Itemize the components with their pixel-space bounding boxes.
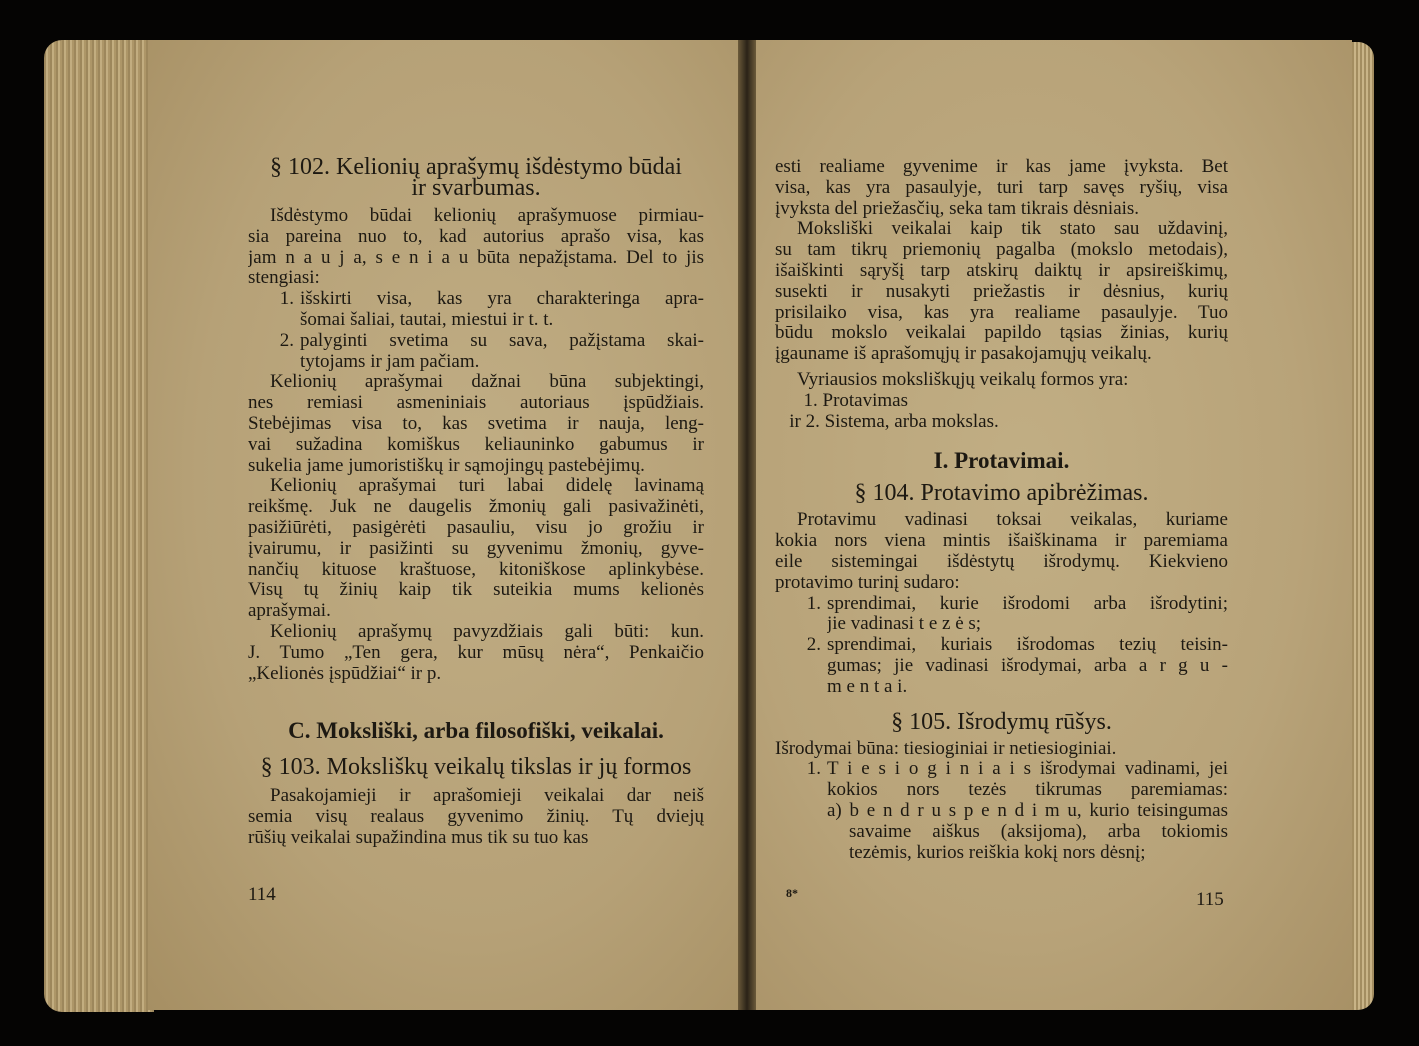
section-heading: I. Protavimai.	[933, 448, 1070, 474]
text-line: Kelionių aprašymų pavyzdžiais gali būti: kun.	[270, 621, 704, 642]
section-heading: § 102. Kelionių aprašymų išdėstymo būdai	[270, 154, 682, 180]
block-h104	[775, 480, 1228, 507]
text-line: su tam tikrų priemonių pagalba (mokslo metodais),	[775, 240, 1228, 261]
signature-mark: 8*	[786, 886, 798, 900]
text-line: susekti ir nusakyti priežastis ir dėsnius, kurių	[775, 281, 1228, 302]
text-line: Moksliški veikalai kaip tik stato sau uždavinį,	[797, 219, 1228, 240]
text-line: eile sistemingai išdėstytų išrodymų. Kiekvieno	[775, 551, 1228, 572]
list-item	[797, 594, 1228, 636]
text-line: nančių kituose kraštuose, kitoniškose aplinkybėse.	[248, 559, 704, 580]
block-h105	[775, 708, 1228, 735]
block-p4	[248, 622, 704, 684]
list-item-text	[827, 635, 1228, 697]
section-heading: § 103. Moksliškų veikalų tikslas ir jų formos	[260, 754, 692, 781]
block-hC	[248, 718, 704, 744]
text-line: Išdėstymo būdai kelionių aprašymuose pirmiau-	[270, 206, 704, 226]
right-page-text	[775, 157, 1228, 863]
section-heading: § 105. Išrodymų rūšys.	[891, 708, 1112, 735]
book-gutter	[738, 40, 756, 1010]
block-h102	[248, 154, 704, 201]
text-line: Kelionių aprašymai dažnai būna subjektingi,	[270, 372, 704, 393]
text-line: rūšių veikalai supažindina mus tik su tuo kas	[248, 827, 589, 848]
text-line: nes remiasi asmeniniais autoriaus įspūdžiais.	[248, 393, 704, 414]
text-line: T i e s i o g i n i a i s išrodymai vadinami, jei	[827, 759, 1228, 780]
text-line: 1. Protavimas	[775, 389, 908, 411]
block-p1	[248, 206, 704, 289]
list-item-text	[300, 289, 704, 331]
section-heading: § 104. Protavimo apibrėžimas.	[854, 480, 1149, 507]
text-line: išskirti visa, kas yra charakteringa apra-	[300, 289, 704, 310]
text-line: J. Tumo „Ten gera, kur mūsų nėra“, Penkaičio	[248, 642, 704, 663]
text-line: jam n a u j a, s e n i a u būta nepažįstama. Del to jis	[248, 247, 704, 268]
text-line: sukelia jame jumoristiškų ir sąmojingų pastebėjimų.	[248, 455, 645, 476]
block-p8	[775, 510, 1228, 593]
block-list105	[775, 759, 1228, 863]
text-line: m e n t a i.	[827, 676, 908, 697]
page-number-left: 114	[248, 884, 276, 905]
text-line: palyginti svetima su sava, pažįstama skai-	[300, 330, 704, 351]
text-line: būdu mokslo veikalai papildo tąsias žinias, kurių	[775, 323, 1228, 344]
list-number: 1.	[806, 758, 821, 780]
text-line: Kelionių aprašymai turi labai didelę lavinamą	[270, 476, 704, 497]
block-hI	[775, 448, 1228, 474]
text-line: „Kelionės įspūdžiai“ ir p.	[248, 663, 442, 684]
text-line: protavimo turinį sudaro:	[775, 572, 960, 593]
list-item	[797, 635, 1228, 697]
text-line: išaiškinti sąryšį tarp atskirų daiktų ir apsireiškimų,	[775, 260, 1228, 281]
text-line: tytojams ir jam pačiam.	[300, 351, 480, 372]
left-page-text	[248, 154, 704, 849]
text-line: Protavimu vadinasi toksai veikalas, kuriame	[797, 510, 1228, 531]
list-item-text	[827, 759, 1228, 863]
text-line: Visų tų žinių kaip tik suteikia mums kelionės	[248, 580, 704, 601]
list-item	[270, 289, 704, 331]
text-line: įvyksta del priežasčių, seka tam tikrais dėsniais.	[775, 198, 1140, 219]
text-line: visa, kas yra pasaulyje, turi tarp savęs ryšių, visa	[775, 177, 1228, 198]
block-p3	[248, 476, 704, 622]
text-line: Išrodymai būna: tiesioginiai ir netiesioginiai.	[775, 738, 1117, 759]
list-number: 2.	[279, 329, 294, 351]
list-item	[797, 759, 1228, 863]
text-line: ir 2. Sistema, arba mokslas.	[775, 410, 999, 432]
text-line: aprašymai.	[248, 601, 331, 622]
text-line: pasižiūrėti, pasigėrėti pasauliu, visu jo grožiu ir	[248, 517, 704, 538]
block-p2	[248, 372, 704, 476]
list-item	[270, 331, 704, 373]
block-list104	[775, 594, 1228, 698]
list-item-text	[827, 594, 1228, 636]
text-line: jie vadinasi t e z ė s;	[827, 614, 982, 635]
section-heading: C. Moksliški, arba filosofiški, veikalai.	[288, 718, 664, 744]
block-forms	[775, 391, 1228, 433]
text-line: sprendimai, kuriais išrodomas tezių teisin-	[827, 635, 1228, 656]
text-line: sia pareina nuo to, kad autorius aprašo visa, kas	[248, 226, 704, 247]
text-line: stengiasi:	[248, 268, 320, 289]
block-p5	[248, 786, 704, 848]
text-line: šomai šaliai, tautai, miestui ir t. t.	[300, 309, 554, 330]
text-line: semia visų realaus gyvenimo žinių. Tų dviejų	[248, 807, 704, 828]
block-h103	[248, 754, 704, 781]
text-line: reikšmę. Juk ne daugelis žmonių gali pasivažinėti,	[248, 497, 704, 518]
text-line: įvairumu, ir pasižinti su gyvenimu žmonių, gyve-	[248, 538, 704, 559]
list-number: 2.	[806, 634, 821, 656]
text-line: savaime aiškus (aksijoma), arba tokiomis	[849, 821, 1228, 842]
list-number: 1.	[279, 288, 294, 310]
text-line: sprendimai, kurie išrodomi arba išrodytini;	[827, 593, 1228, 614]
text-line: tezėmis, kurios reiškia kokį nors dėsnį;	[849, 842, 1146, 863]
text-line: Pasakojamieji ir aprašomieji veikalai dar neiš	[270, 786, 704, 807]
section-heading: ir svarbumas.	[411, 175, 541, 201]
text-line: Stebėjimas visa to, kas svetima ir nauja, leng-	[248, 413, 704, 434]
text-line: prisilaiko visa, kas yra realiame pasaulyje. Tuo	[775, 302, 1228, 323]
block-p7	[775, 219, 1228, 365]
block-list102	[248, 289, 704, 372]
block-p9	[775, 739, 1228, 760]
list-item-text	[300, 331, 704, 373]
page-number-right: 115	[1196, 889, 1224, 910]
list-number: 1.	[806, 592, 821, 614]
text-line: įgauname iš aprašomųjų ir pasakojamųjų veikalų.	[775, 344, 1152, 365]
text-line: esti realiame gyvenime ir kas jame įvyksta. Bet	[775, 157, 1228, 177]
text-line: kokios nors tezės tikrumas paremiamas:	[827, 780, 1228, 801]
text-line: Vyriausios moksliškųjų veikalų formos yra:	[797, 369, 1129, 390]
block-p6	[775, 157, 1228, 219]
text-line: kokia nors viena mintis išaiškinama ir paremiama	[775, 531, 1228, 552]
text-line: gumas; jie vadinasi išrodymai, arba a r g u -	[827, 655, 1228, 676]
page-edges-left	[44, 40, 154, 1012]
block-vyr	[775, 370, 1228, 391]
text-line: a) b e n d r u s p e n d i m u, kurio teisingumas	[827, 800, 1228, 821]
text-line: vai sužadina komiškus keliauninko gabumus ir	[248, 434, 704, 455]
